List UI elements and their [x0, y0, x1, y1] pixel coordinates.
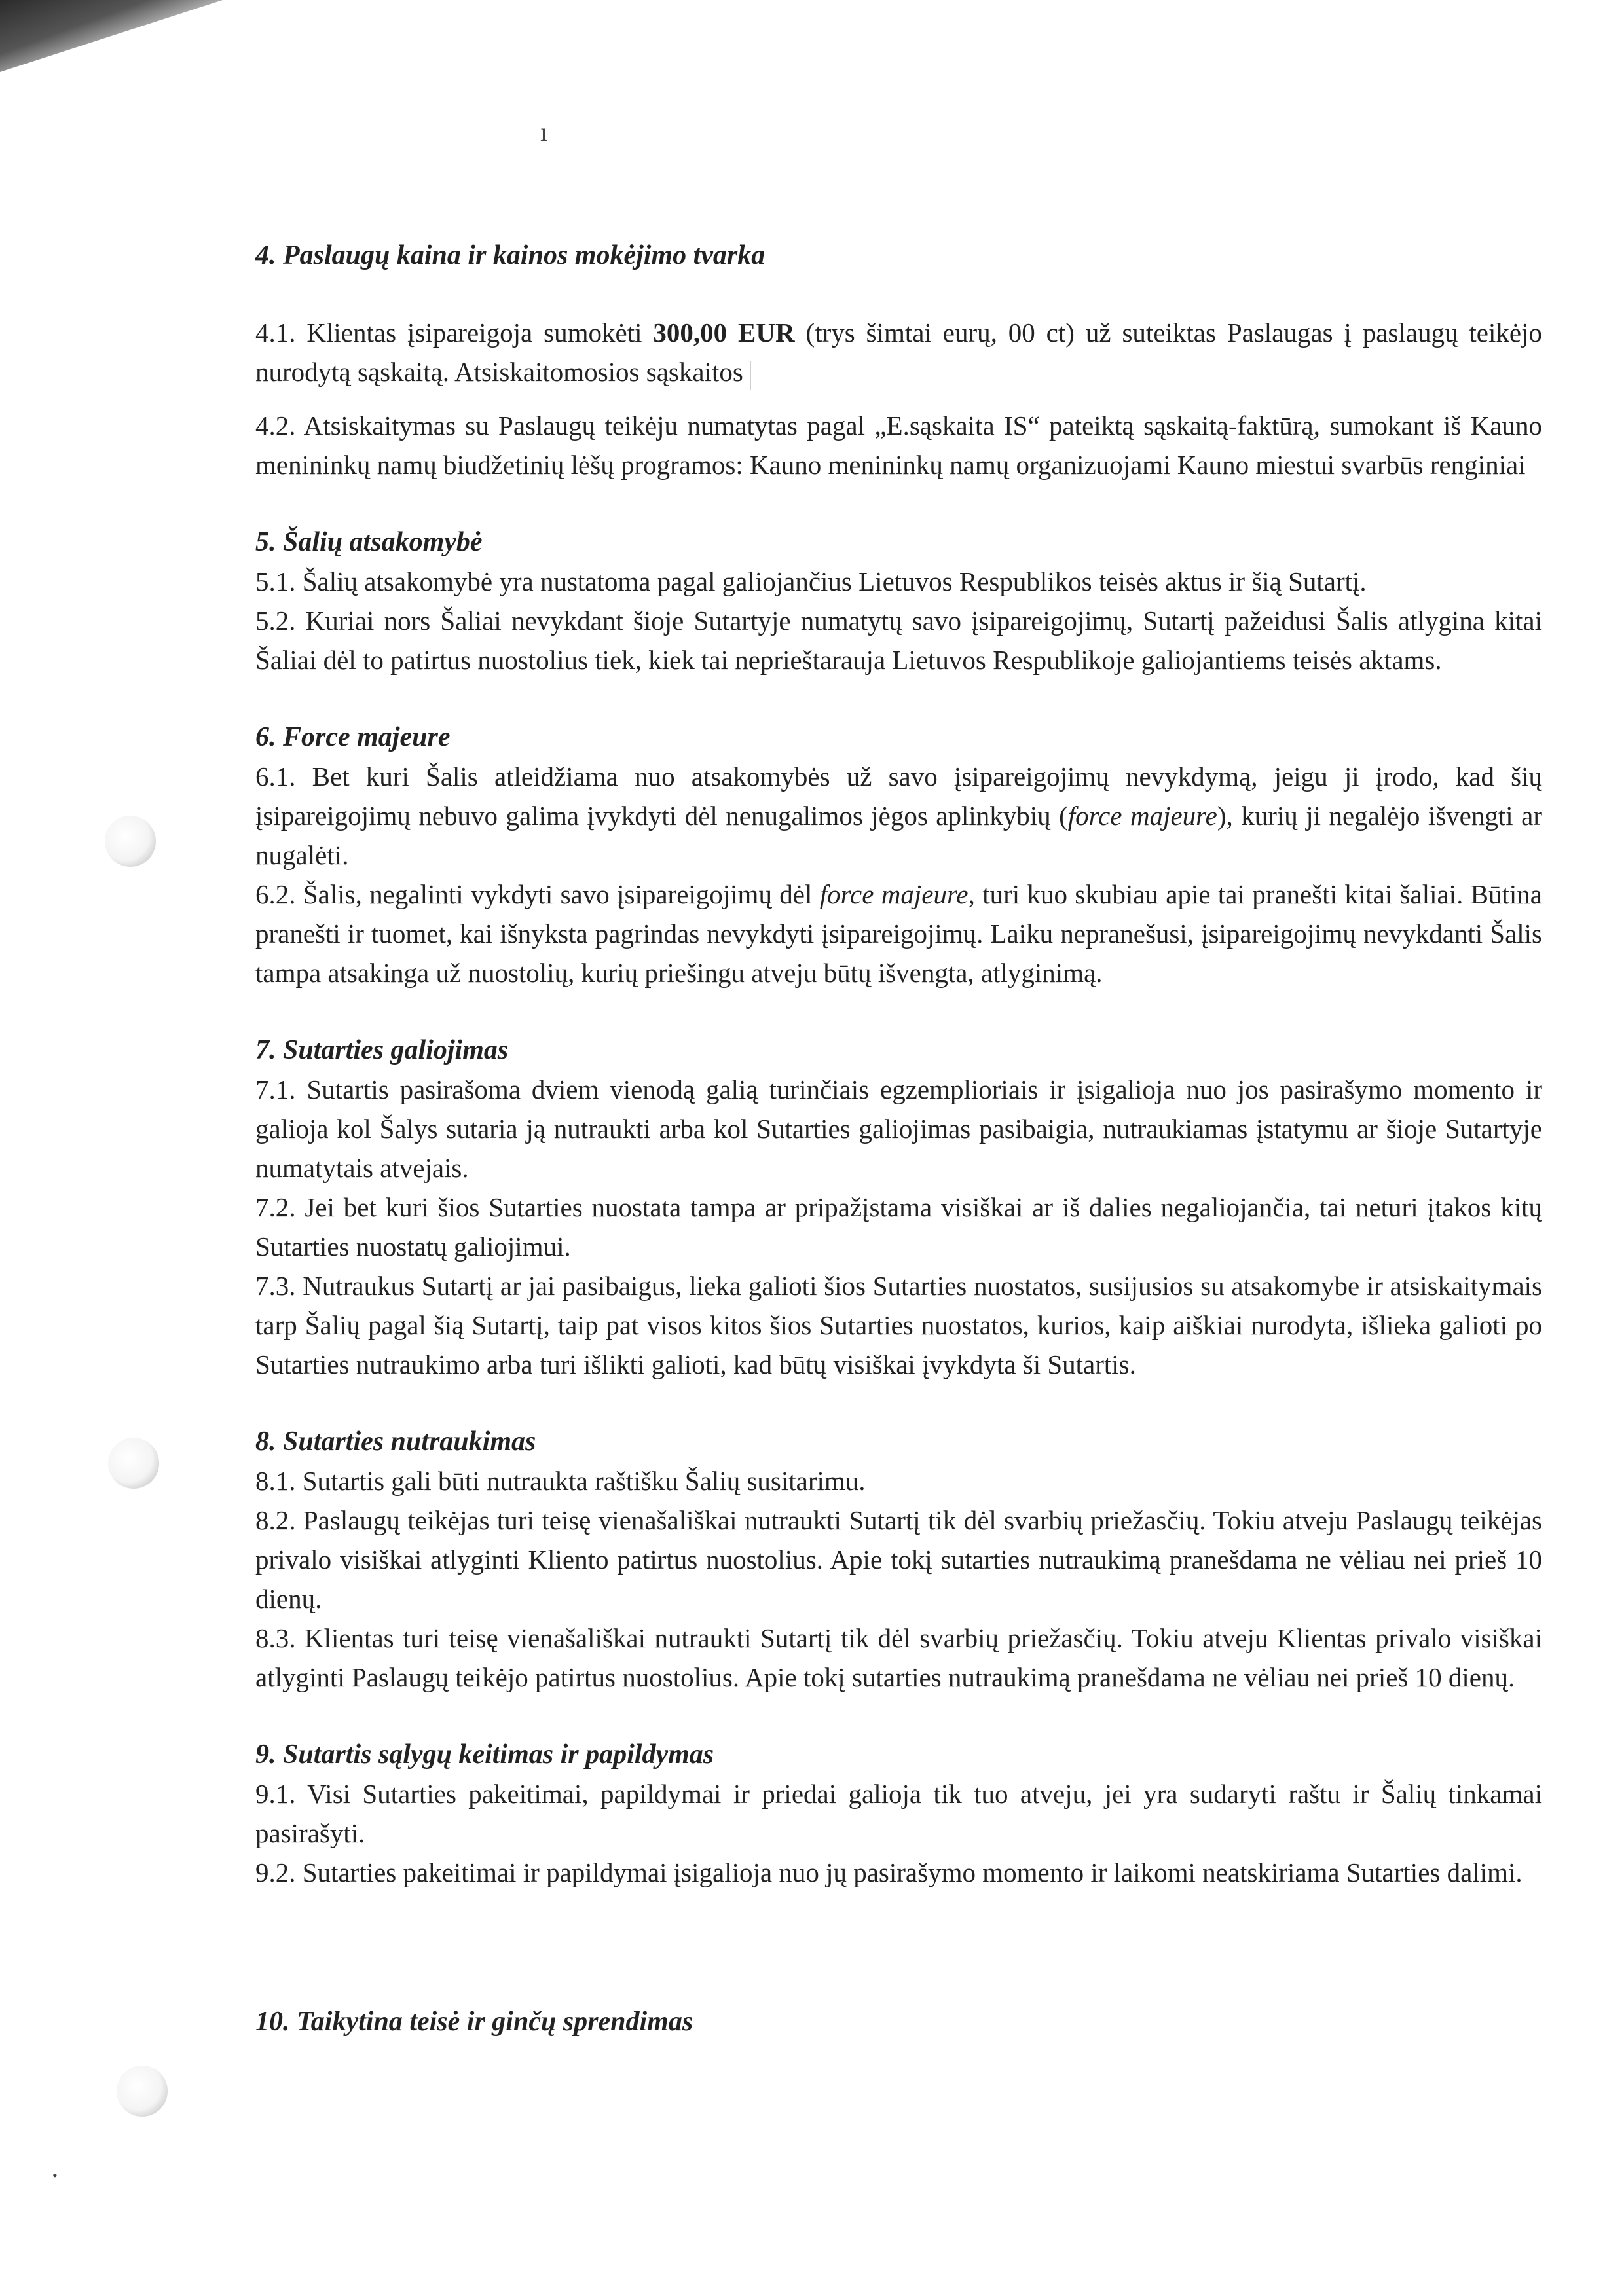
section-9-heading: 9. Sutartis sąlygų keitimas ir papildymas: [255, 1740, 714, 1770]
clause-7-3: 7.3. Nutraukus Sutartį ar jai pasibaigus, lieka galioti šios Sutarties nuostatos, susijusios su atsakomybe ir atsiskaitymais tarp Šalių pagal šią Sutartį, taip pat visos kitos šios Sutarties nuostatos, kurios, kaip aiškiai nurodyta, išlieka galioti po Sutarties nutraukimo arba turi išlikti galioti, kad būtų visiškai įvykdyta ši Sutartis.: [255, 1271, 1542, 1379]
clause-9-2: 9.2. Sutarties pakeitimai ir papildymai įsigalioja nuo jų pasirašymo momento ir laikomi neatskiriama Sutarties dalimi.: [255, 1857, 1522, 1887]
clause-8-1: 8.1. Sutartis gali būti nutraukta raštišku Šalių susitarimu.: [255, 1466, 866, 1496]
punch-hole-top: [105, 816, 156, 867]
clause-7-1: 7.1. Sutartis pasirašoma dviem vienodą galią turinčiais egzemplioriais ir įsigalioja nuo jos pasirašymo momento ir galioja kol Šalys sutaria ją nutraukti arba kol Sutarties galiojimas pasibaigia, nutraukiamas įstatymu ar šioje Sutartyje numatytais atvejais.: [255, 1074, 1542, 1183]
payment-amount: 300,00 EUR: [653, 318, 795, 348]
clause-8-3: 8.3. Klientas turi teisę vienašališkai nutraukti Sutartį tik dėl svarbių priežasčių. Tokiu atveju Klientas privalo visiškai atlyginti Paslaugų teikėjo patirtus nuostolius. Apie tokį sutarties nutraukimą pranešdama ne vėliau nei prieš 10 dienų.: [255, 1623, 1542, 1692]
scan-edge-shadow: [0, 0, 223, 72]
clause-8-2: 8.2. Paslaugų teikėjas turi teisę vienašališkai nutraukti Sutartį tik dėl svarbių priežasčių. Tokiu atveju Paslaugų teikėjas privalo visiškai atlyginti Kliento patirtus nuostolius. Apie tokį sutarties nutraukimą pranešdama ne vėliau nei prieš 10 dienų.: [255, 1505, 1542, 1614]
section-8-heading: 8. Sutarties nutraukimas: [255, 1427, 536, 1457]
clause-6-2: [255, 875, 1542, 993]
section-5-heading: 5. Šalių atsakomybė: [255, 527, 483, 557]
clause-6-1-text-b: ), kurių ji negalėjo išvengti ar nugalėti.: [255, 801, 1542, 870]
clause-6-2-force-majeure: force majeure: [819, 879, 969, 909]
clause-4-1-suffix: (trys šimtai eurų, 00 ct) už suteiktas Paslaugas į paslaugų teikėjo nurodytą sąskaitą. Atsiskaitomosios sąskaitos: [255, 318, 1542, 387]
clause-4-1-prefix: 4.1. Klientas įsipareigoja sumokėti: [255, 318, 654, 348]
contract-page: [255, 236, 1542, 2041]
section-4-heading: 4. Paslaugų kaina ir kainos mokėjimo tvarka: [255, 240, 766, 270]
clause-5-1: 5.1. Šalių atsakomybė yra nustatoma pagal galiojančius Lietuvos Respublikos teisės aktus ir šią Sutartį.: [255, 566, 1367, 596]
clause-9-1: 9.1. Visi Sutarties pakeitimai, papildymai ir priedai galioja tik tuo atveju, jei yra sudaryti raštu ir Šalių tinkamai pasirašyti.: [255, 1779, 1542, 1848]
clause-6-2-text-b: , turi kuo skubiau apie tai pranešti kitai šaliai. Būtina pranešti ir tuomet, kai išnyksta pagrindas nevykdyti įsipareigojimų. Laiku nepranešusi, įsipareigojimų nevykdanti Šalis tampa atsakinga už nuostolių, kurių priešingu atveju būtų išvengta, atlyginimą.: [255, 879, 1542, 988]
clause-6-1-text-a: 6.1. Bet kuri Šalis atleidžiama nuo atsakomybės už savo įsipareigojimų nevykdymą, jeigu ji įrodo, kad šių įsipareigojimų nebuvo galima įvykdyti dėl nenugalimos jėgos aplinkybių (: [255, 761, 1542, 831]
section-7-heading: 7. Sutarties galiojimas: [255, 1035, 509, 1065]
clause-6-1-force-majeure: force majeure: [1067, 801, 1217, 831]
section-10-heading: 10. Taikytina teisė ir ginčų sprendimas: [255, 2007, 693, 2037]
clause-4-2: 4.2. Atsiskaitymas su Paslaugų teikėju numatytas pagal „E.sąskaita IS“ pateiktą sąskaitą-faktūrą, sumokant iš Kauno menininkų namų biudžetinių lėšų programos: Kauno menininkų namų organizuojami Kauno miestui svarbūs renginiai: [255, 410, 1542, 480]
redacted-account-number: [750, 361, 1406, 390]
clause-7-2: 7.2. Jei bet kuri šios Sutarties nuostata tampa ar pripažįstama visiškai ar iš dalies negaliojančia, tai neturi įtakos kitų Sutarties nuostatų galiojimui.: [255, 1192, 1542, 1262]
punch-hole-bottom: [117, 2066, 168, 2117]
punch-hole-middle: [108, 1438, 159, 1489]
section-6-heading: 6. Force majeure: [255, 722, 451, 752]
clause-4-1: [255, 313, 1542, 392]
scan-speck-dot: •: [52, 2167, 58, 2183]
clause-6-2-text-a: 6.2. Šalis, negalinti vykdyti savo įsipareigojimų dėl: [255, 879, 820, 909]
clause-6-1: [255, 757, 1542, 875]
scan-speck-mark: ı: [540, 117, 548, 147]
clause-5-2: 5.2. Kuriai nors Šaliai nevykdant šioje Sutartyje numatytų savo įsipareigojimų, Sutartį pažeidusi Šalis atlygina kitai Šaliai dėl to patirtus nuostolius tiek, kiek tai neprieštarauja Lietuvos Respublikoje galiojantiems teisės aktams.: [255, 606, 1542, 675]
